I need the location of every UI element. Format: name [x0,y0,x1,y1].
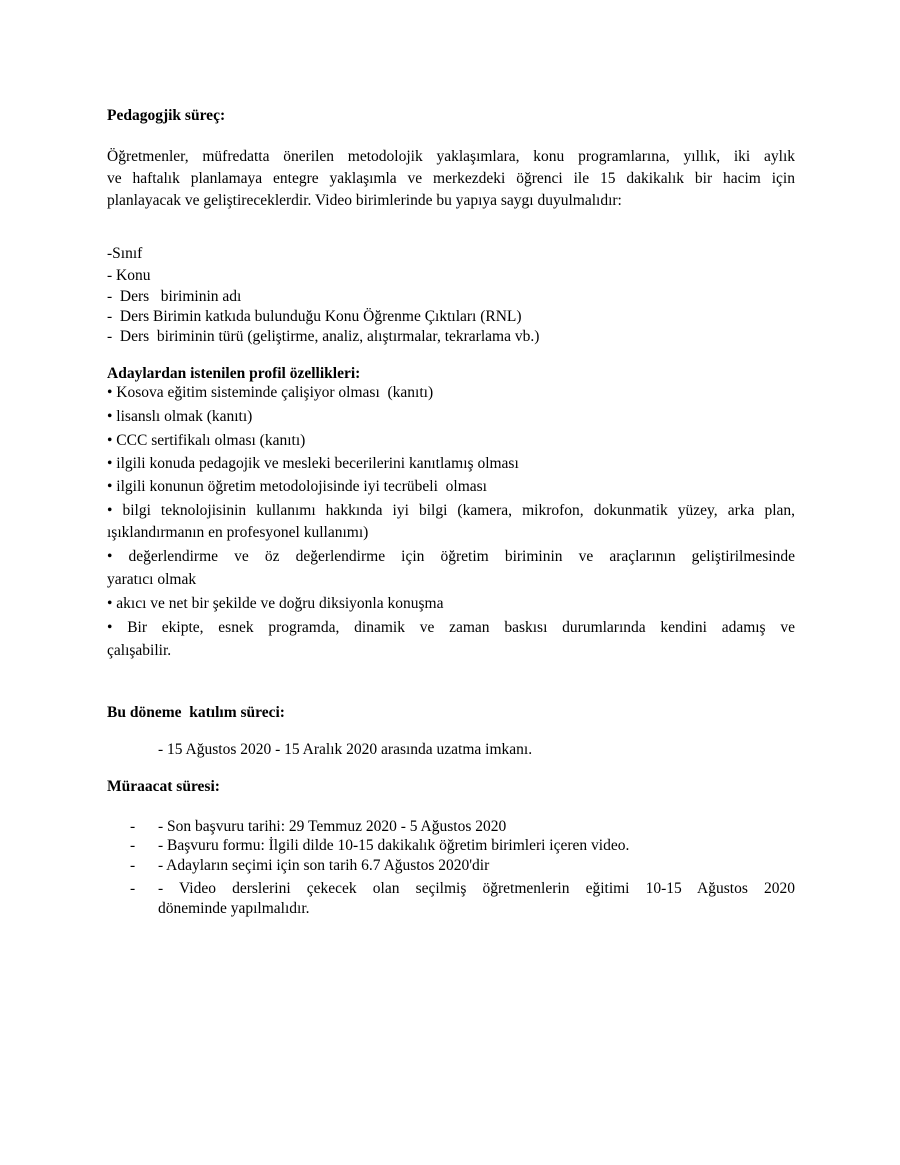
profile-bullet-continuation: ışıklandırmanın en profesyonel kullanımı) [107,524,369,541]
list-bullet: - [130,837,136,854]
profile-bullet: • CCC sertifikalı olması (kanıtı) [107,432,306,449]
profile-bullet: • ilgili konunun öğretim metodolojisinde iyi tecrübeli olması [107,478,487,495]
paragraph-line: Öğretmenler, müfredatta önerilen metodolojik yaklaşımlara, konu programlarına, yıllık, iki aylık [107,148,795,165]
list-bullet: - [130,880,136,897]
participation-item: - 15 Ağustos 2020 - 15 Aralık 2020 arasında uzatma imkanı. [158,741,533,758]
list-item: - Ders biriminin adı [107,288,242,305]
list-bullet: - [130,857,136,874]
list-item: -Sınıf [107,245,143,262]
profile-bullet: • değerlendirme ve öz değerlendirme için öğretim biriminin ve araçlarının geliştirilmesinde [107,548,795,565]
profile-bullet: • akıcı ve net bir şekilde ve doğru diksiyonla konuşma [107,595,444,612]
application-item: - Başvuru formu: İlgili dilde 10-15 dakikalık öğretim birimleri içeren video. [158,837,630,854]
section-heading-candidate-profile: Adaylardan istenilen profil özellikleri: [107,365,361,382]
profile-bullet: • lisanslı olmak (kanıtı) [107,408,253,425]
section-heading-application-period: Müraacat süresi: [107,778,220,795]
section-heading-participation: Bu döneme katılım süreci: [107,704,285,721]
paragraph-line: planlayacak ve geliştireceklerdir. Video birimlerinde bu yapıya saygı duyulmalıdır: [107,192,622,209]
application-item-continuation: döneminde yapılmalıdır. [158,900,310,917]
profile-bullet: • ilgili konuda pedagojik ve mesleki becerilerini kanıtlamış olması [107,455,519,472]
list-item: - Ders Birimin katkıda bulunduğu Konu Öğrenme Çıktıları (RNL) [107,308,522,325]
paragraph-line: ve haftalık planlamaya entegre yaklaşımla ve merkezdeki öğrenci ile 15 dakikalık bir hacim için [107,170,795,187]
profile-bullet: • bilgi teknolojisinin kullanımı hakkında iyi bilgi (kamera, mikrofon, dokunmatik yüzey, arka plan, [107,502,795,519]
list-item: - Ders biriminin türü (geliştirme, analiz, alıştırmalar, tekrarlama vb.) [107,328,540,345]
list-item: - Konu [107,267,151,284]
application-item: - Adayların seçimi için son tarih 6.7 Ağustos 2020'dir [158,857,490,874]
section-heading-pedagogical-process: Pedagogjik süreç: [107,107,226,124]
profile-bullet-continuation: çalışabilir. [107,642,172,659]
profile-bullet: • Bir ekipte, esnek programda, dinamik ve zaman baskısı durumlarında kendini adamış ve [107,619,795,636]
profile-bullet-continuation: yaratıcı olmak [107,571,197,588]
list-bullet: - [130,818,136,835]
application-item: - Video derslerini çekecek olan seçilmiş öğretmenlerin eğitimi 10-15 Ağustos 2020 [158,880,795,897]
profile-bullet: • Kosova eğitim sisteminde çalişiyor olması (kanıtı) [107,384,434,401]
application-item: - Son başvuru tarihi: 29 Temmuz 2020 - 5 Ağustos 2020 [158,818,507,835]
